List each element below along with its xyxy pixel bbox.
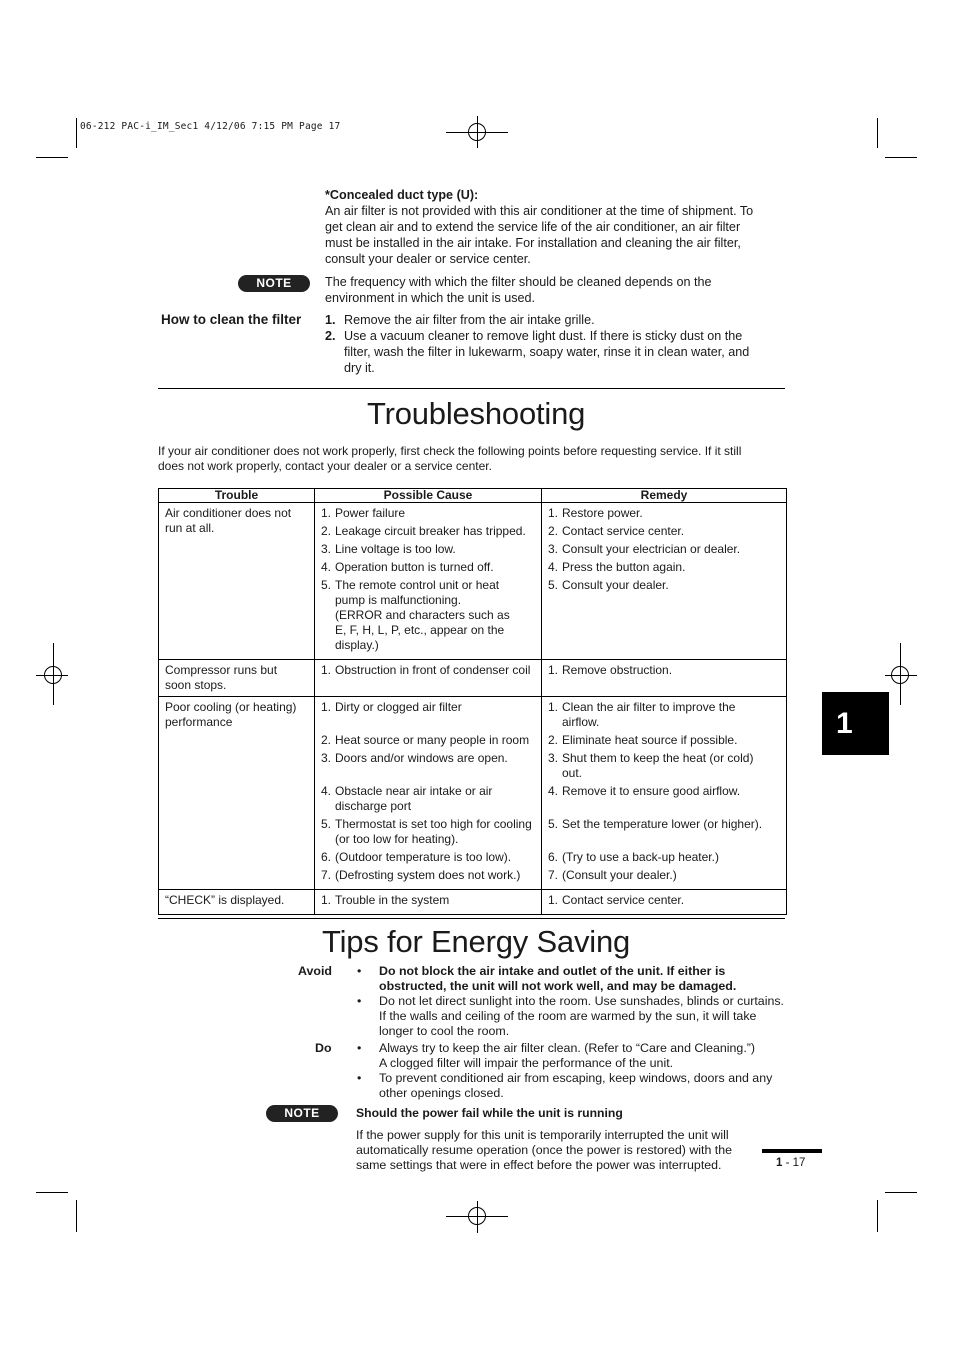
item-line: Restore power.: [562, 506, 643, 520]
item-line: (Outdoor temperature is too low).: [335, 850, 512, 864]
power-fail-heading: Should the power fail while the unit is running: [356, 1106, 623, 1120]
page-num: 17: [792, 1157, 806, 1169]
section-divider: [158, 388, 785, 389]
item-line: Operation button is turned off.: [335, 560, 494, 574]
remedy-item: [548, 850, 786, 865]
item-number: 5.: [548, 817, 559, 831]
item-line: Line voltage is too low.: [335, 542, 456, 556]
avoid-line: If the walls and ceiling of the room are warmed by the sun, it will take: [379, 1009, 757, 1023]
do-label: Do: [315, 1041, 332, 1055]
crop-mark: [877, 1200, 878, 1232]
item-number: 5.: [548, 578, 559, 592]
remedy-item: [548, 751, 786, 781]
trouble-line: “CHECK” is displayed.: [165, 893, 285, 907]
spacer: [548, 802, 786, 817]
print-slug: 06-212 PAC-i_IM_Sec1 4/12/06 7:15 PM Page 17: [80, 121, 341, 132]
concealed-line: An air filter is not provided with this air conditioner at the time of shipment. To: [325, 204, 754, 218]
crop-mark: [36, 157, 68, 158]
cause-item: [321, 506, 541, 521]
item-line: Heat source or many people in room: [335, 733, 530, 747]
item-line: (Consult your dealer.): [562, 868, 677, 882]
remedy-item: [548, 868, 786, 883]
item-number: 1.: [321, 506, 332, 520]
item-line: display.): [335, 638, 379, 652]
item-line: Trouble in the system: [335, 893, 450, 907]
power-fail-text: [356, 1128, 746, 1173]
remedy-item: [548, 560, 786, 575]
remedy-item: [548, 733, 786, 748]
trouble-cell: [159, 660, 315, 697]
concealed-line: must be installed in the air intake. For installation and cleaning the air filter,: [325, 236, 741, 250]
item-line: out.: [562, 766, 583, 780]
trouble-line: performance: [165, 715, 233, 729]
avoid-item: [379, 964, 789, 994]
remedy-item: [548, 700, 786, 730]
item-number: 1.: [548, 893, 559, 907]
crop-mark: [76, 118, 77, 148]
cause-item: [321, 663, 541, 678]
item-number: 7.: [321, 868, 332, 882]
step-number: 1.: [325, 313, 336, 327]
remedy-cell: [542, 697, 787, 890]
intro-line: If your air conditioner does not work properly, first check the following points before requesting service. If it still: [158, 444, 742, 458]
item-line: The remote control unit or heat: [335, 578, 500, 592]
avoid-line: Do not let direct sunlight into the room. Use sunshades, blinds or curtains.: [379, 994, 784, 1008]
page-section: 1: [776, 1157, 783, 1169]
trouble-cell: [159, 503, 315, 660]
avoid-label: Avoid: [298, 964, 332, 978]
remedy-cell: [542, 890, 787, 915]
avoid-line: longer to cool the room.: [379, 1024, 510, 1038]
bullet: •: [357, 1041, 362, 1055]
trouble-line: soon stops.: [165, 678, 227, 692]
bullet: •: [357, 994, 362, 1008]
cause-item: [321, 850, 541, 865]
item-line: Doors and/or windows are open.: [335, 751, 508, 765]
do-line: To prevent conditioned air from escaping, keep windows, doors and any: [379, 1071, 773, 1085]
item-number: 5.: [321, 817, 332, 831]
intro-line: does not work properly, contact your dealer or a service center.: [158, 459, 492, 473]
item-number: 6.: [548, 850, 559, 864]
item-number: 6.: [321, 850, 332, 864]
item-line: airflow.: [562, 715, 600, 729]
page-sep: -: [782, 1157, 793, 1169]
do-line: other openings closed.: [379, 1086, 504, 1100]
cause-cell: [315, 503, 542, 660]
item-number: 1.: [321, 893, 332, 907]
item-number: 2.: [321, 733, 332, 747]
item-line: discharge port: [335, 799, 412, 813]
page-number-bar: [762, 1149, 822, 1153]
item-number: 4.: [321, 784, 332, 798]
remedy-cell: [542, 660, 787, 697]
trouble-line: Air conditioner does not: [165, 506, 292, 520]
note-line: environment in which the unit is used.: [325, 291, 536, 305]
remedy-item: [548, 578, 786, 593]
item-line: Press the button again.: [562, 560, 686, 574]
item-number: 2.: [548, 733, 559, 747]
cause-item: [321, 868, 541, 883]
spacer: [321, 769, 541, 784]
cause-cell: [315, 890, 542, 915]
cause-item: [321, 560, 541, 575]
item-line: Shut them to keep the heat (or cold): [562, 751, 754, 765]
item-number: 3.: [321, 542, 332, 556]
do-line: A clogged filter will impair the performance of the unit.: [379, 1056, 674, 1070]
concealed-line: get clean air and to extend the service life of the air conditioner, an air filter: [325, 220, 741, 234]
item-line: Consult your dealer.: [562, 578, 669, 592]
step-line: Use a vacuum cleaner to remove light dust. If there is sticky dust on the: [344, 329, 743, 343]
remedy-item: [548, 784, 786, 799]
trouble-line: run at all.: [165, 521, 215, 535]
item-line: (ERROR and characters such as: [335, 608, 510, 622]
item-line: Power failure: [335, 506, 406, 520]
item-line: Dirty or clogged air filter: [335, 700, 462, 714]
crop-mark: [885, 157, 917, 158]
power-fail-line: same settings that were in effect before the power was interrupted.: [356, 1158, 722, 1172]
item-line: Remove obstruction.: [562, 663, 673, 677]
step-item: [325, 312, 775, 328]
cause-item: [321, 542, 541, 557]
page-number: [776, 1157, 805, 1169]
item-line: Eliminate heat source if possible.: [562, 733, 738, 747]
item-line: (Try to use a back-up heater.): [562, 850, 719, 864]
step-item: [325, 328, 775, 376]
item-line: Contact service center.: [562, 524, 685, 538]
remedy-item: [548, 506, 786, 521]
clean-filter-label: How to clean the filter: [161, 312, 302, 327]
crop-mark: [877, 118, 878, 148]
section-divider: [158, 918, 785, 919]
header-trouble: Trouble: [159, 489, 315, 503]
cause-item: [321, 751, 541, 766]
step-line: filter, wash the filter in lukewarm, soapy water, rinse it in clean water, and: [344, 345, 750, 359]
section-tab: 1: [822, 692, 889, 755]
table-header-row: [159, 489, 787, 503]
crop-mark: [885, 1192, 917, 1193]
item-line: Set the temperature lower (or higher).: [562, 817, 763, 831]
note-line: The frequency with which the filter should be cleaned depends on the: [325, 275, 712, 289]
cause-item: [321, 733, 541, 748]
table-row: [159, 697, 787, 890]
concealed-duct-heading: *Concealed duct type (U):: [325, 188, 479, 202]
item-line: pump is malfunctioning.: [335, 593, 462, 607]
table-row: [159, 890, 787, 915]
item-number: 5.: [321, 578, 332, 592]
item-number: 3.: [548, 542, 559, 556]
item-number: 4.: [548, 784, 559, 798]
trouble-line: Poor cooling (or heating): [165, 700, 297, 714]
step-number: 2.: [325, 329, 336, 343]
step-line: Remove the air filter from the air intake grille.: [344, 313, 595, 327]
troubleshooting-table: [158, 488, 787, 915]
item-line: (Defrosting system does not work.): [335, 868, 521, 882]
remedy-item: [548, 893, 786, 908]
remedy-item: [548, 542, 786, 557]
item-number: 7.: [548, 868, 559, 882]
item-number: 2.: [321, 524, 332, 538]
item-line: Contact service center.: [562, 893, 685, 907]
item-number: 3.: [548, 751, 559, 765]
spacer: [321, 718, 541, 733]
note-badge: NOTE: [238, 275, 310, 292]
energy-saving-title: Tips for Energy Saving: [322, 924, 631, 959]
cause-cell: [315, 660, 542, 697]
item-number: 1.: [548, 506, 559, 520]
header-possible-cause: Possible Cause: [315, 489, 542, 503]
item-number: 1.: [321, 700, 332, 714]
do-line: Always try to keep the air filter clean. (Refer to “Care and Cleaning.”): [379, 1041, 756, 1055]
avoid-item: [379, 994, 791, 1039]
item-line: (or too low for heating).: [335, 832, 459, 846]
power-fail-line: If the power supply for this unit is temporarily interrupted the unit will: [356, 1128, 729, 1142]
spacer: [548, 835, 786, 850]
bullet: •: [357, 1071, 362, 1085]
note-badge: NOTE: [266, 1105, 338, 1122]
item-number: 4.: [321, 560, 332, 574]
concealed-line: consult your dealer or service center.: [325, 252, 531, 266]
cause-item: [321, 524, 541, 539]
concealed-duct-block: [325, 187, 785, 267]
item-line: Remove it to ensure good airflow.: [562, 784, 741, 798]
do-item: [379, 1041, 789, 1071]
table-row: [159, 503, 787, 660]
avoid-line: obstructed, the unit will not work well, and may be damaged.: [379, 979, 737, 993]
item-number: 3.: [321, 751, 332, 765]
table-row: [159, 660, 787, 697]
note-text: [325, 274, 785, 306]
remedy-item: [548, 663, 786, 678]
troubleshooting-title: Troubleshooting: [367, 396, 586, 431]
item-line: Consult your electrician or dealer.: [562, 542, 741, 556]
cause-item: [321, 817, 541, 847]
item-line: E, F, H, L, P, etc., appear on the: [335, 623, 505, 637]
cause-item: [321, 700, 541, 715]
trouble-cell: [159, 697, 315, 890]
bullet: •: [357, 964, 362, 978]
avoid-line: Do not block the air intake and outlet of the unit. If either is: [379, 964, 726, 978]
item-line: Leakage circuit breaker has tripped.: [335, 524, 526, 538]
cause-item: [321, 893, 541, 908]
item-number: 2.: [548, 524, 559, 538]
cause-item: [321, 578, 541, 653]
step-line: dry it.: [344, 361, 375, 375]
trouble-line: Compressor runs but: [165, 663, 278, 677]
troubleshooting-intro: [158, 444, 788, 474]
cause-cell: [315, 697, 542, 890]
item-number: 1.: [548, 700, 559, 714]
item-line: Thermostat is set too high for cooling: [335, 817, 532, 831]
item-number: 4.: [548, 560, 559, 574]
item-number: 1.: [548, 663, 559, 677]
remedy-item: [548, 817, 786, 832]
item-line: Obstacle near air intake or air: [335, 784, 493, 798]
header-remedy: Remedy: [542, 489, 787, 503]
cause-item: [321, 784, 541, 814]
crop-mark: [76, 1200, 77, 1232]
remedy-item: [548, 524, 786, 539]
crop-mark: [36, 1192, 68, 1193]
item-number: 1.: [321, 663, 332, 677]
item-line: Clean the air filter to improve the: [562, 700, 736, 714]
item-line: Obstruction in front of condenser coil: [335, 663, 531, 677]
power-fail-line: automatically resume operation (once the power is restored) with the: [356, 1143, 733, 1157]
remedy-cell: [542, 503, 787, 660]
trouble-cell: [159, 890, 315, 915]
clean-filter-steps: [325, 312, 775, 376]
do-item: [379, 1071, 789, 1101]
